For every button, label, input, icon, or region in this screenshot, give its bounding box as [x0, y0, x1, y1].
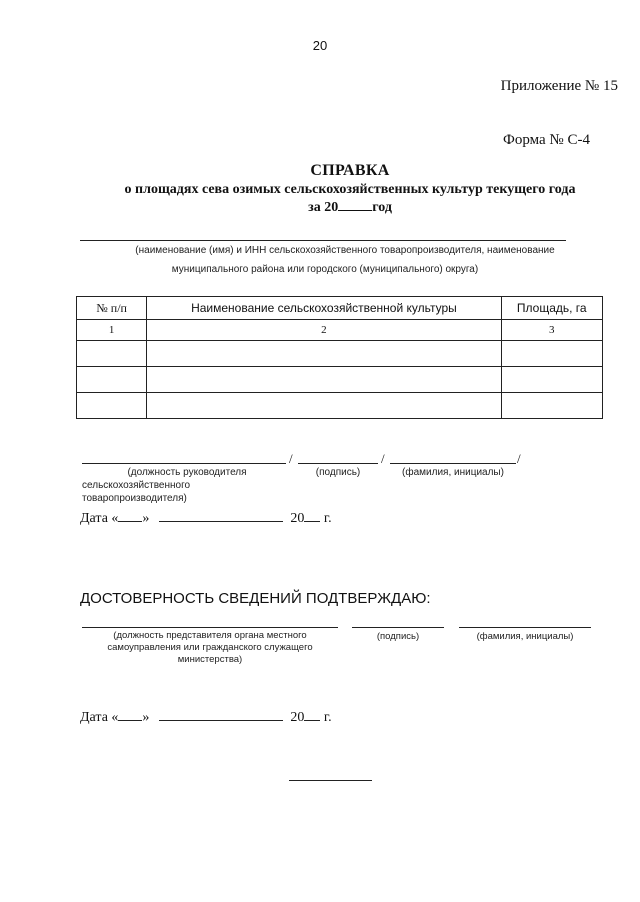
- producer-caption-2: муниципального района или городского (муниципального) округа): [171, 264, 479, 275]
- manager-position-line[interactable]: [82, 463, 286, 464]
- year-field[interactable]: [304, 707, 320, 721]
- document-subtitle: [0, 181, 640, 216]
- producer-name-line[interactable]: [80, 240, 566, 241]
- manager-signature-caption: (подпись): [315, 467, 361, 478]
- separator-2: /: [381, 451, 385, 466]
- date-quote-close: »: [142, 710, 150, 725]
- table-row: [77, 341, 603, 367]
- manager-position-caption-1: (должность руководителя: [127, 467, 247, 478]
- date-quote-close: »: [142, 511, 150, 526]
- producer-caption-1: (наименование (имя) и ИНН сельскохозяйственного товаропроизводителя, наименование: [135, 245, 555, 256]
- day-field[interactable]: [118, 508, 142, 522]
- official-name-line[interactable]: [459, 627, 591, 628]
- column-numbers-row: [77, 320, 603, 341]
- table-row: [77, 367, 603, 393]
- separator-1: /: [289, 451, 293, 466]
- official-signature-line[interactable]: [352, 627, 444, 628]
- confirmation-heading: ДОСТОВЕРНОСТЬ СВЕДЕНИЙ ПОДТВЕРЖДАЮ:: [80, 590, 431, 607]
- table-row: [77, 393, 603, 419]
- table-cell[interactable]: [147, 341, 501, 367]
- header-crop-name: Наименование сельскохозяйственной культуры: [147, 297, 501, 320]
- manager-signature-line[interactable]: [298, 463, 378, 464]
- manager-name-line[interactable]: [390, 463, 516, 464]
- year-prefix: 20: [290, 710, 305, 725]
- crops-table: [76, 296, 603, 419]
- date-line-1: [80, 508, 332, 527]
- table-cell[interactable]: [77, 393, 147, 419]
- page-number: 20: [312, 38, 328, 53]
- column-number-1: 1: [77, 320, 147, 341]
- header-number: № п/п: [77, 297, 147, 320]
- official-position-line[interactable]: [82, 627, 338, 628]
- manager-name-caption: (фамилия, инициалы): [402, 467, 504, 478]
- day-field[interactable]: [118, 707, 142, 721]
- year-suffix: г.: [323, 710, 332, 725]
- subtitle-line-1: о площадях сева озимых сельскохозяйственных культур текущего года: [124, 182, 576, 197]
- year-field[interactable]: [304, 508, 320, 522]
- table-cell[interactable]: [501, 367, 602, 393]
- form-code: Форма № С-4: [503, 132, 590, 148]
- table-cell[interactable]: [77, 367, 147, 393]
- closing-divider: [289, 780, 372, 781]
- date-prefix: Дата «: [80, 511, 119, 526]
- header-area: Площадь, га: [501, 297, 602, 320]
- table-cell[interactable]: [501, 341, 602, 367]
- official-position-caption-2: самоуправления или гражданского служащего: [107, 642, 313, 653]
- date-line-2: [80, 707, 332, 726]
- table-cell[interactable]: [147, 367, 501, 393]
- official-signature-caption: (подпись): [376, 631, 420, 642]
- date-prefix: Дата «: [80, 710, 119, 725]
- subtitle-year-prefix: за 20: [308, 200, 339, 215]
- year-blank-field[interactable]: [338, 198, 372, 211]
- official-name-caption: (фамилия, инициалы): [476, 631, 574, 642]
- year-suffix: г.: [323, 511, 332, 526]
- year-prefix: 20: [290, 511, 305, 526]
- official-position-caption-1: (должность представителя органа местного: [113, 630, 307, 641]
- month-field[interactable]: [159, 707, 283, 721]
- table-cell[interactable]: [77, 341, 147, 367]
- table-cell[interactable]: [501, 393, 602, 419]
- separator-3: /: [517, 451, 521, 466]
- document-title: СПРАВКА: [310, 162, 390, 179]
- appendix-label: Приложение № 15: [500, 78, 618, 94]
- month-field[interactable]: [159, 508, 283, 522]
- subtitle-year-suffix: год: [372, 200, 392, 215]
- table-header-row: [77, 297, 603, 320]
- subtitle-line-2: [0, 198, 640, 216]
- column-number-3: 3: [501, 320, 602, 341]
- official-position-caption-3: министерства): [177, 654, 243, 665]
- official-position-caption: [82, 630, 338, 666]
- manager-position-caption-2: сельскохозяйственного товаропроизводителя): [82, 480, 191, 504]
- table-cell[interactable]: [147, 393, 501, 419]
- column-number-2: 2: [147, 320, 501, 341]
